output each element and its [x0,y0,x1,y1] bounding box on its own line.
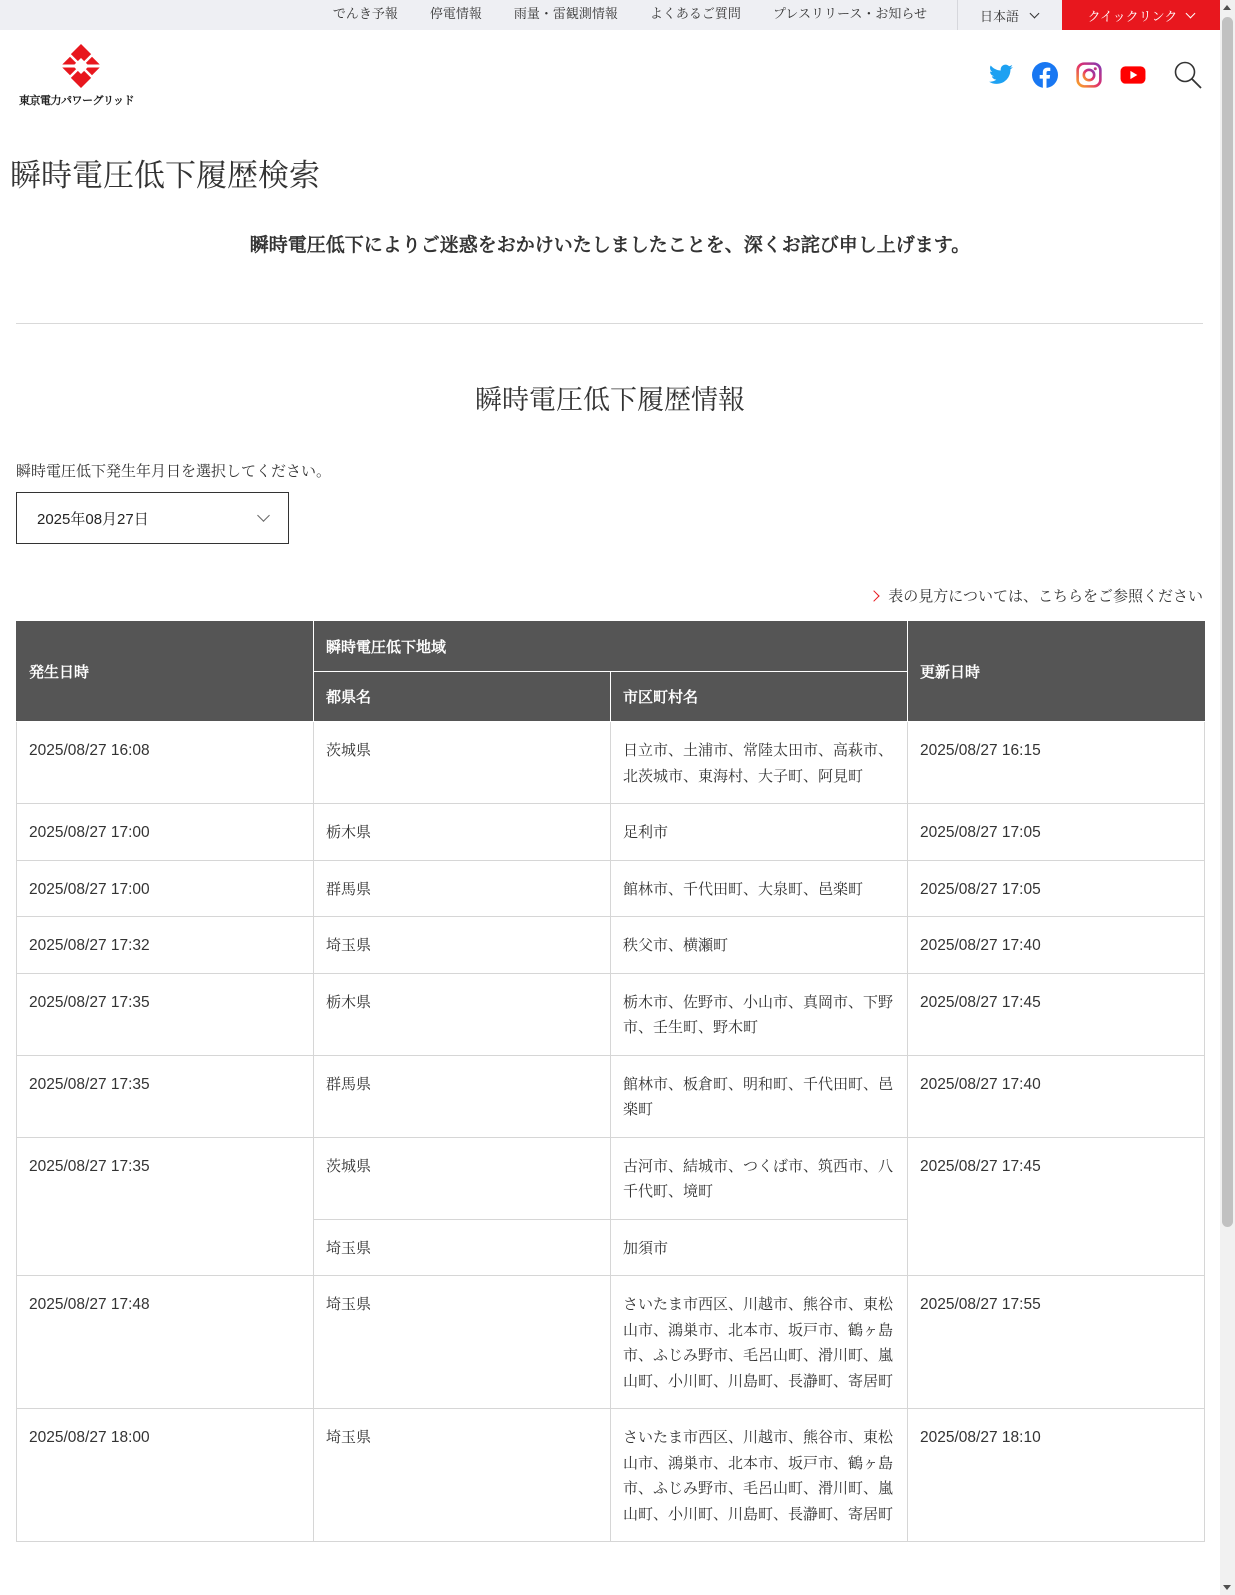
header-prefecture: 都県名 [314,672,611,722]
municipality-cell: 栃木市、佐野市、小山市、真岡市、下野市、壬生町、野木町 [611,973,908,1055]
municipality-cell: 館林市、板倉町、明和町、千代田町、邑楽町 [611,1055,908,1137]
municipality-cell: 館林市、千代田町、大泉町、邑楽町 [611,860,908,917]
updated-cell: 2025/08/27 17:40 [908,1055,1205,1137]
apology-message: 瞬時電圧低下によりご迷惑をおかけいたしましたことを、深くお詫び申し上げます。 [249,234,971,256]
nav-link-rainfall[interactable]: 雨量・雷観測情報 [513,7,618,22]
prefecture-cell: 群馬県 [314,1055,611,1137]
prefecture-cell: 茨城県 [314,722,611,804]
utility-nav [317,0,958,30]
occurred-cell: 2025/08/27 17:32 [17,917,314,974]
utility-bar [0,0,1220,30]
prefecture-cell: 埼玉県 [314,1219,611,1276]
occurred-cell: 2025/08/27 17:35 [17,1137,314,1276]
updated-cell: 2025/08/27 17:05 [908,804,1205,861]
social-links [988,62,1164,88]
municipality-cell: さいたま市西区、川越市、熊谷市、東松山市、鴻巣市、北本市、坂戸市、鶴ヶ島市、ふじみ野市、毛呂山町、滑川町、嵐山町、小川町、川島町、長瀞町、寄居町 [611,1409,908,1542]
nav-link-press[interactable]: プレスリリース・お知らせ [772,7,927,22]
updated-cell: 2025/08/27 17:55 [908,1276,1205,1409]
chevron-down-icon [257,509,270,522]
prefecture-cell: 群馬県 [314,860,611,917]
municipality-cell: 秩父市、横瀬町 [611,917,908,974]
prefecture-cell: 埼玉県 [314,917,611,974]
municipality-cell: 加須市 [611,1219,908,1276]
updated-cell: 2025/08/27 17:45 [908,973,1205,1055]
updated-cell: 2025/08/27 17:45 [908,1137,1205,1276]
scroll-down-arrow-icon[interactable] [1223,1585,1231,1590]
header-updated: 更新日時 [908,622,1205,722]
howto-link[interactable] [870,585,1203,606]
prefecture-cell: 栃木県 [314,973,611,1055]
page-scrollbar[interactable] [1220,0,1235,1595]
table-row [17,917,1205,974]
municipality-cell: さいたま市西区、川越市、熊谷市、東松山市、鴻巣市、北本市、坂戸市、鶴ヶ島市、ふじみ野市、毛呂山町、滑川町、嵐山町、小川町、川島町、長瀞町、寄居町 [611,1276,908,1409]
scroll-up-arrow-icon[interactable] [1223,5,1231,10]
scroll-thumb[interactable] [1222,17,1233,1227]
updated-cell: 2025/08/27 18:10 [908,1409,1205,1542]
instagram-icon[interactable] [1076,62,1102,88]
date-select-value: 2025年08月27日 [37,510,149,528]
table-row [17,1137,1205,1219]
updated-cell: 2025/08/27 17:05 [908,860,1205,917]
nav-link-faq[interactable]: よくあるご質問 [649,7,741,22]
section-divider [16,323,1203,324]
prefecture-cell: 埼玉県 [314,1409,611,1542]
chevron-down-icon [1186,8,1196,18]
occurred-cell: 2025/08/27 18:00 [17,1409,314,1542]
updated-cell: 2025/08/27 16:15 [908,722,1205,804]
quicklink-button[interactable] [1062,0,1220,30]
quicklink-label: クイックリンク [1087,9,1178,25]
language-selector[interactable] [958,0,1062,30]
header-area: 瞬時電圧低下地域 [314,622,908,672]
occurred-cell: 2025/08/27 17:00 [17,804,314,861]
date-select[interactable] [16,492,289,544]
table-row [17,973,1205,1055]
facebook-icon[interactable] [1032,62,1058,88]
occurred-cell: 2025/08/27 17:35 [17,973,314,1055]
howto-link-label: 表の見方については、こちらをご参照ください [888,587,1203,605]
logo-text: 東京電力パワーグリッド [19,94,135,107]
table-row [17,722,1205,804]
table-row [17,1409,1205,1542]
municipality-cell: 古河市、結城市、つくば市、筑西市、八千代町、境町 [611,1137,908,1219]
municipality-cell: 足利市 [611,804,908,861]
table-row [17,1055,1205,1137]
municipality-cell: 日立市、土浦市、常陸太田市、高萩市、北茨城市、東海村、大子町、阿見町 [611,722,908,804]
twitter-icon[interactable] [988,62,1014,88]
section-title: 瞬時電圧低下履歴情報 [475,385,745,416]
language-label: 日本語 [980,9,1020,25]
occurred-cell: 2025/08/27 17:00 [17,860,314,917]
logo-mark-icon [19,44,149,90]
table-row [17,1276,1205,1409]
history-table [16,621,1205,1542]
prefecture-cell: 埼玉県 [314,1276,611,1409]
occurred-cell: 2025/08/27 17:35 [17,1055,314,1137]
table-row [17,804,1205,861]
youtube-icon[interactable] [1120,62,1146,88]
date-select-label: 瞬時電圧低下発生年月日を選択してください。 [16,462,332,480]
nav-link-teiden[interactable]: 停電情報 [429,7,482,22]
chevron-down-icon [1030,8,1040,18]
updated-cell: 2025/08/27 17:40 [908,917,1205,974]
header-occurred: 発生日時 [17,622,314,722]
prefecture-cell: 茨城県 [314,1137,611,1219]
header-municipality: 市区町村名 [611,672,908,722]
chevron-right-icon [869,590,880,601]
nav-link-denki-yoho[interactable]: でんき予報 [332,7,398,22]
prefecture-cell: 栃木県 [314,804,611,861]
search-icon[interactable] [1173,60,1203,90]
occurred-cell: 2025/08/27 16:08 [17,722,314,804]
company-logo[interactable] [19,44,149,110]
table-row [17,860,1205,917]
page-title: 瞬時電圧低下履歴検索 [10,158,320,194]
history-table-wrapper [16,621,1204,1542]
occurred-cell: 2025/08/27 17:48 [17,1276,314,1409]
